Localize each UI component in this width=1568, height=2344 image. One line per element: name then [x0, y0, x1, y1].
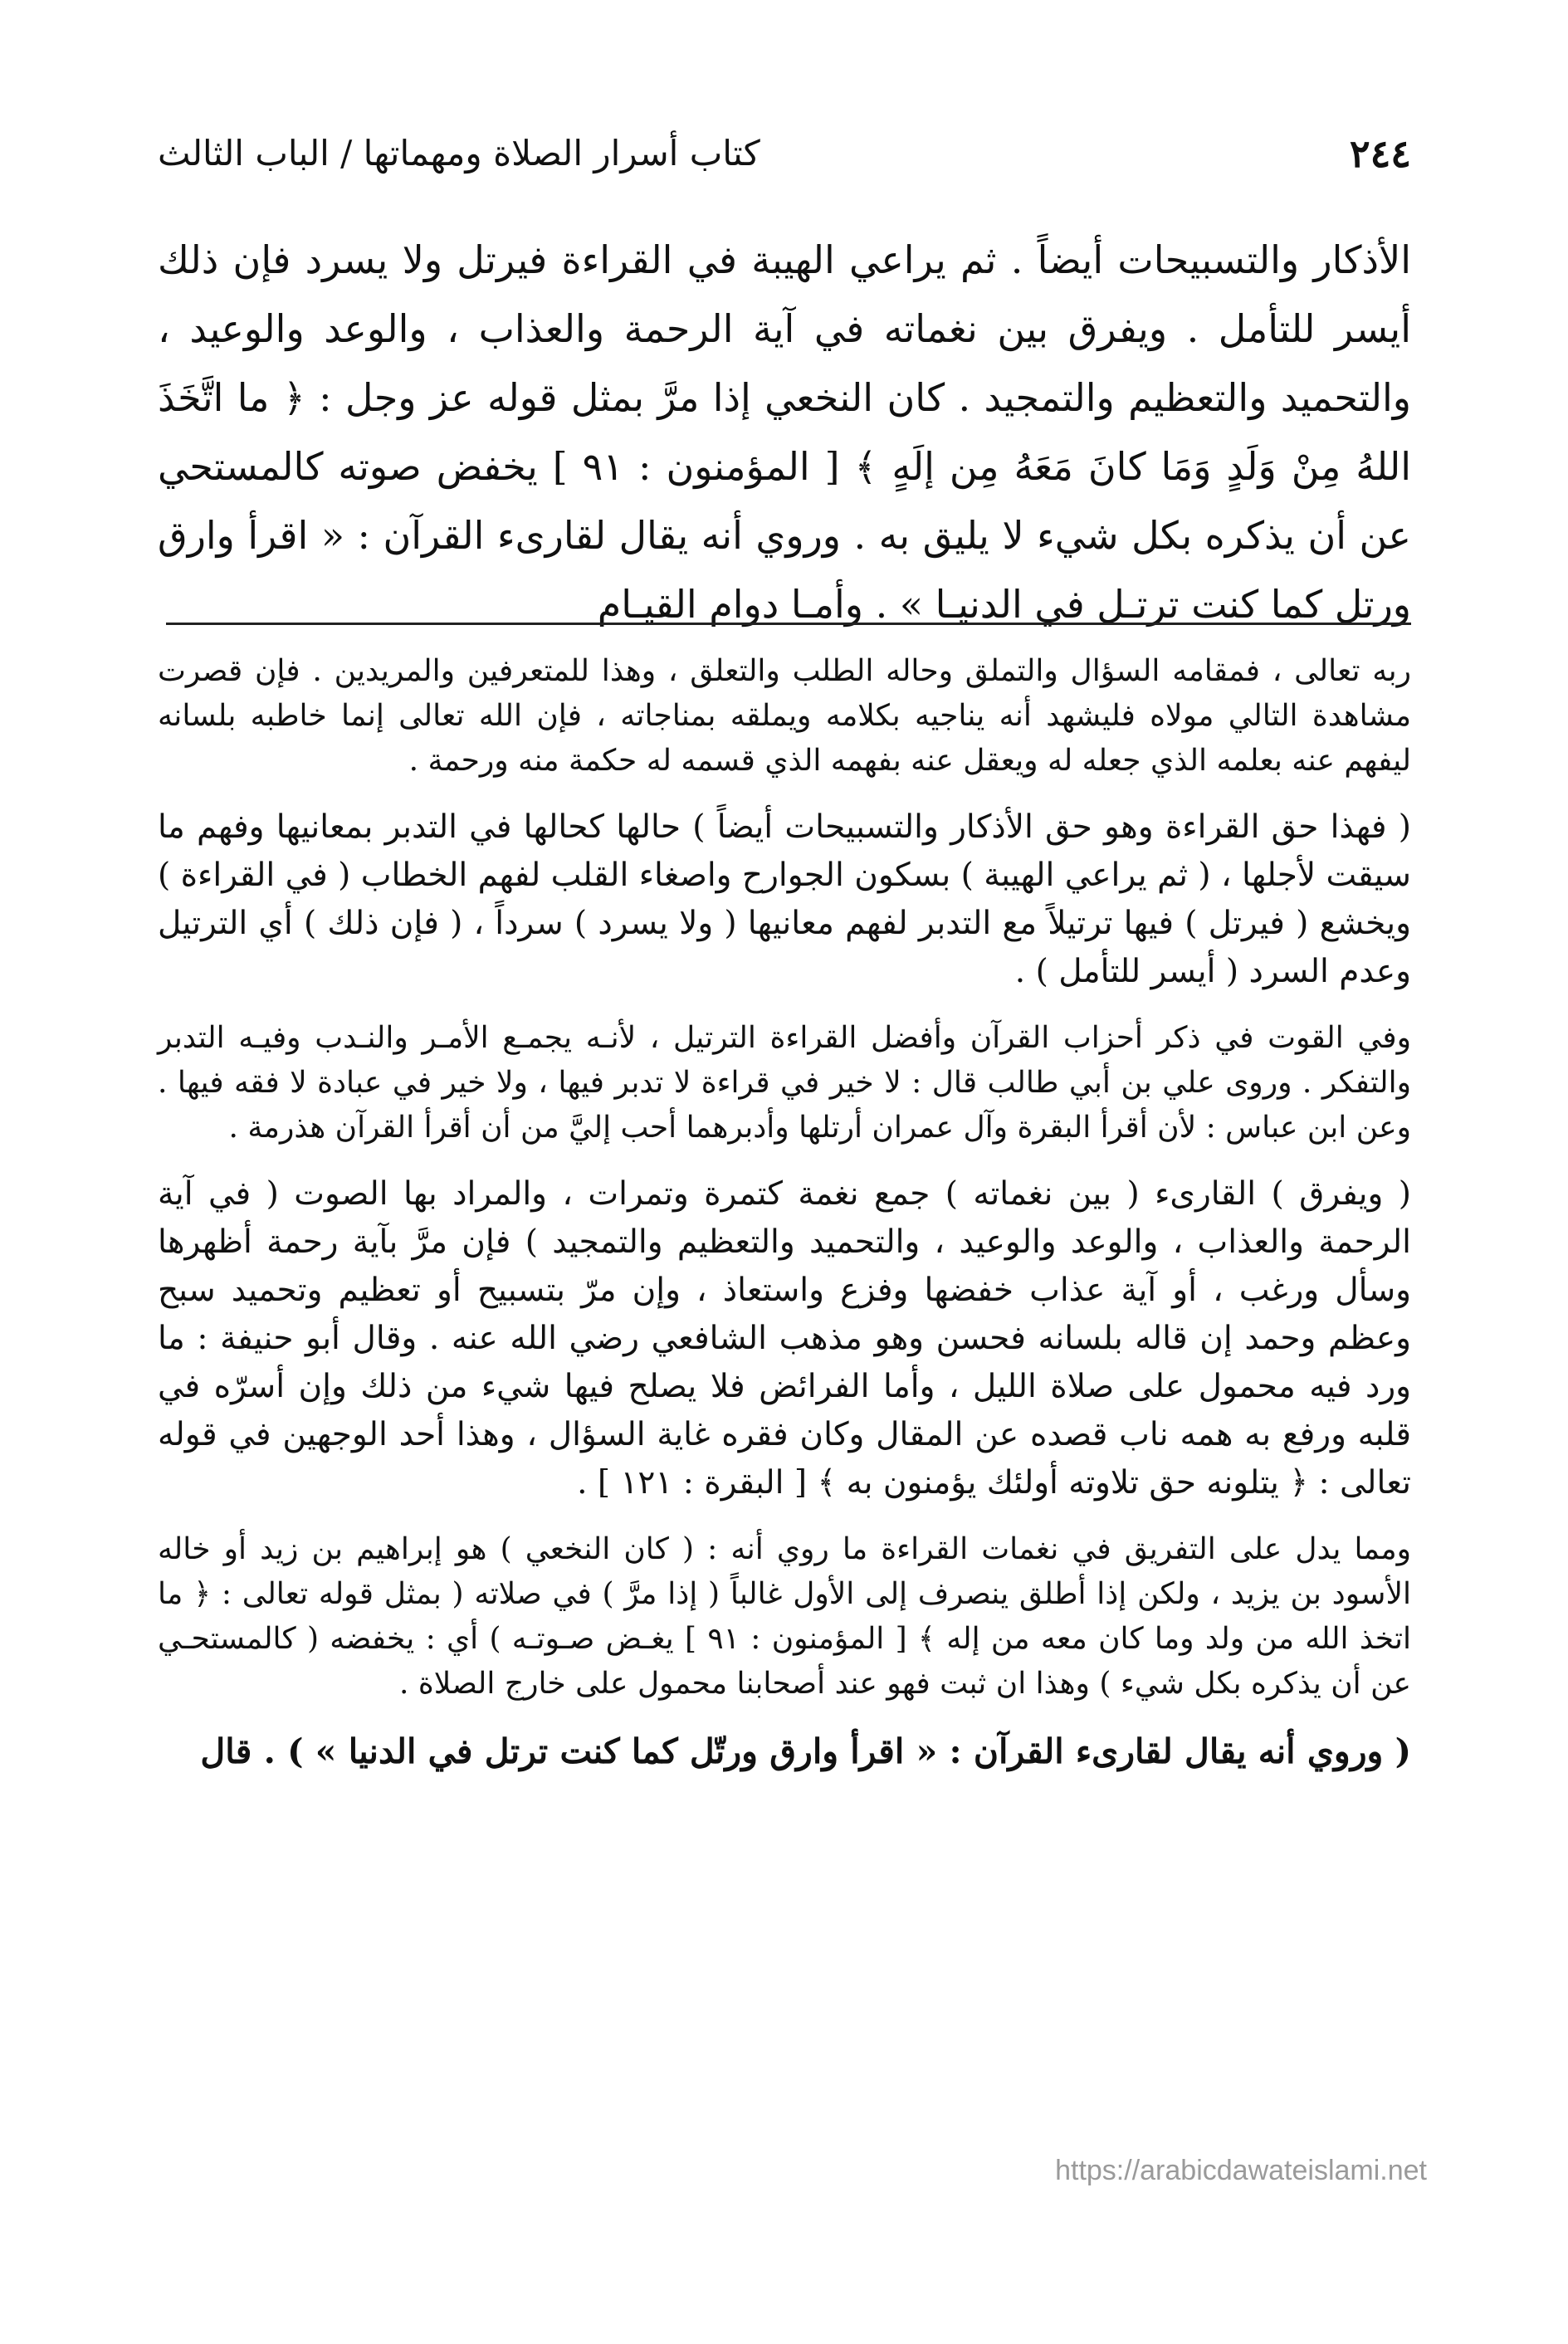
commentary-block: [158, 649, 1411, 1796]
main-text-block: [158, 226, 1411, 639]
page-number: ٢٤٤: [1349, 131, 1411, 176]
commentary-paragraph-2: ( فهذا حق القراءة وهو حق الأذكار والتسبيحات أيضاً ) حالها كحالها في التدبر بمعانيها وفهم ما سيقت لأجلها ، ( ثم يراعي الهيبة ) بسكون الجوارح واصغاء القلب لفهم الخطاب ( في القراءة ) ويخشع ( فيرتل ) فيها ترتيلاً مع التدبر لفهم معانيها ( ولا يسرد ) سرداً ، ( فإن ذلك ) أي الترتيل وعدم السرد ( أيسر للتأمل ) .: [158, 808, 1411, 990]
divider-line: [166, 623, 1411, 625]
running-title: كتاب أسرار الصلاة ومهماتها / الباب الثالث: [158, 133, 760, 173]
commentary-paragraph-4: ( ويفرق ) القارىء ( بين نغماته ) جمع نغمة كتمرة وتمرات ، والمراد بها الصوت ( في آية الرحمة والعذاب ، والوعد والوعيد ، والتحميد والتعظيم والتمجيد ) فإن مرَّ بآية رحمة أظهرها وسأل ورغب ، أو آية عذاب خفضها وفزع واستعاذ ، وإن مرّ بتسبيح أو تعظيم وتحميد سبح وعظم وحمد إن قاله بلسانه فحسن وهو مذهب الشافعي رضي الله عنه . وقال أبو حنيفة : ما ورد فيه محمول على صلاة الليل ، وأما الفرائض فلا يصلح فيها شيء من ذلك وإن أسرّه في قلبه ورفع به همه ناب قصده عن المقال وكان فقره غاية السؤال ، وهذا أحد الوجهين في قوله تعالى : ﴿ يتلونه حق تلاوته أولئك يؤمنون به ﴾ [ البقرة : ١٢١ ] .: [158, 1175, 1411, 1502]
watermark-url: https://arabicdawateislami.net: [1055, 2155, 1427, 2186]
commentary-paragraph-1: ربه تعالى ، فمقامه السؤال والتملق وحاله الطلب والتعلق ، وهذا للمتعرفين والمريدين . فإن قصرت مشاهدة التالي مولاه فليشهد أنه يناجيه بكلامه ويملقه بمناجاته ، فإن الله تعالى إنما خاطبه بلسانه ليفهم عنه بعلمه الذي جعله له ويعقل عنه بفهمه الذي قسمه له حكمة منه ورحمة .: [158, 654, 1411, 778]
commentary-paragraph-3: وفي القوت في ذكر أحزاب القرآن وأفضل القراءة الترتيل ، لأنـه يجمـع الأمـر والنـدب وفيـه التدبر والتفكر . وروى علي بن أبي طالب قال : لا خير في قراءة لا تدبر فيها ، ولا خير في عبادة لا فقه فيها . وعن ابن عباس : لأن أقرأ البقرة وآل عمران أرتلها وأدبرهما أحب إليَّ من أن أقرأ القرآن هذرمة .: [158, 1021, 1411, 1145]
main-text-paragraph: الأذكار والتسبيحات أيضاً . ثم يراعي الهيبة في القراءة فيرتل ولا يسرد فإن ذلك أيسر للتأمل . ويفرق بين نغماته في آية الرحمة والعذاب ، والوعد والوعيد ، والتحميد والتعظيم والتمجيد . كان النخعي إذا مرَّ بمثل قوله عز وجل : ﴿ ما اتَّخَذَ اللهُ مِنْ وَلَدٍ وَمَا كانَ مَعَهُ مِن إلَهٍ ﴾ [ المؤمنون : ٩١ ] يخفض صوته كالمستحي عن أن يذكره بكل شيء لا يليق به . وروي أنه يقال لقارىء القرآن : « اقرأ وارق ورتل كما كنت ترتـل في الدنيـا » . وأمـا دوام القيـام: [158, 237, 1411, 627]
commentary-paragraph-6: ( وروي أنه يقال لقارىء القرآن : « اقرأ وارق ورتّل كما كنت ترتل في الدنيا » ) . قال: [200, 1731, 1411, 1771]
commentary-paragraph-5: ومما يدل على التفريق في نغمات القراءة ما روي أنه : ( كان النخعي ) هو إبراهيم بن زيد أو خاله الأسود بن يزيد ، ولكن إذا أطلق ينصرف إلى الأول غالباً ( إذا مرَّ ) في صلاته ( بمثل قوله تعالى : ﴿ ما اتخذ الله من ولد وما كان معه من إله ﴾ [ المؤمنون : ٩١ ] يغـض صـوتـه ) أي : يخفضه ( كالمستحـي عن أن يذكره بكل شيء ) وهذا ان ثبت فهو عند أصحابنا محمول على خارج الصلاة .: [158, 1532, 1412, 1701]
page-header: [158, 125, 1411, 183]
